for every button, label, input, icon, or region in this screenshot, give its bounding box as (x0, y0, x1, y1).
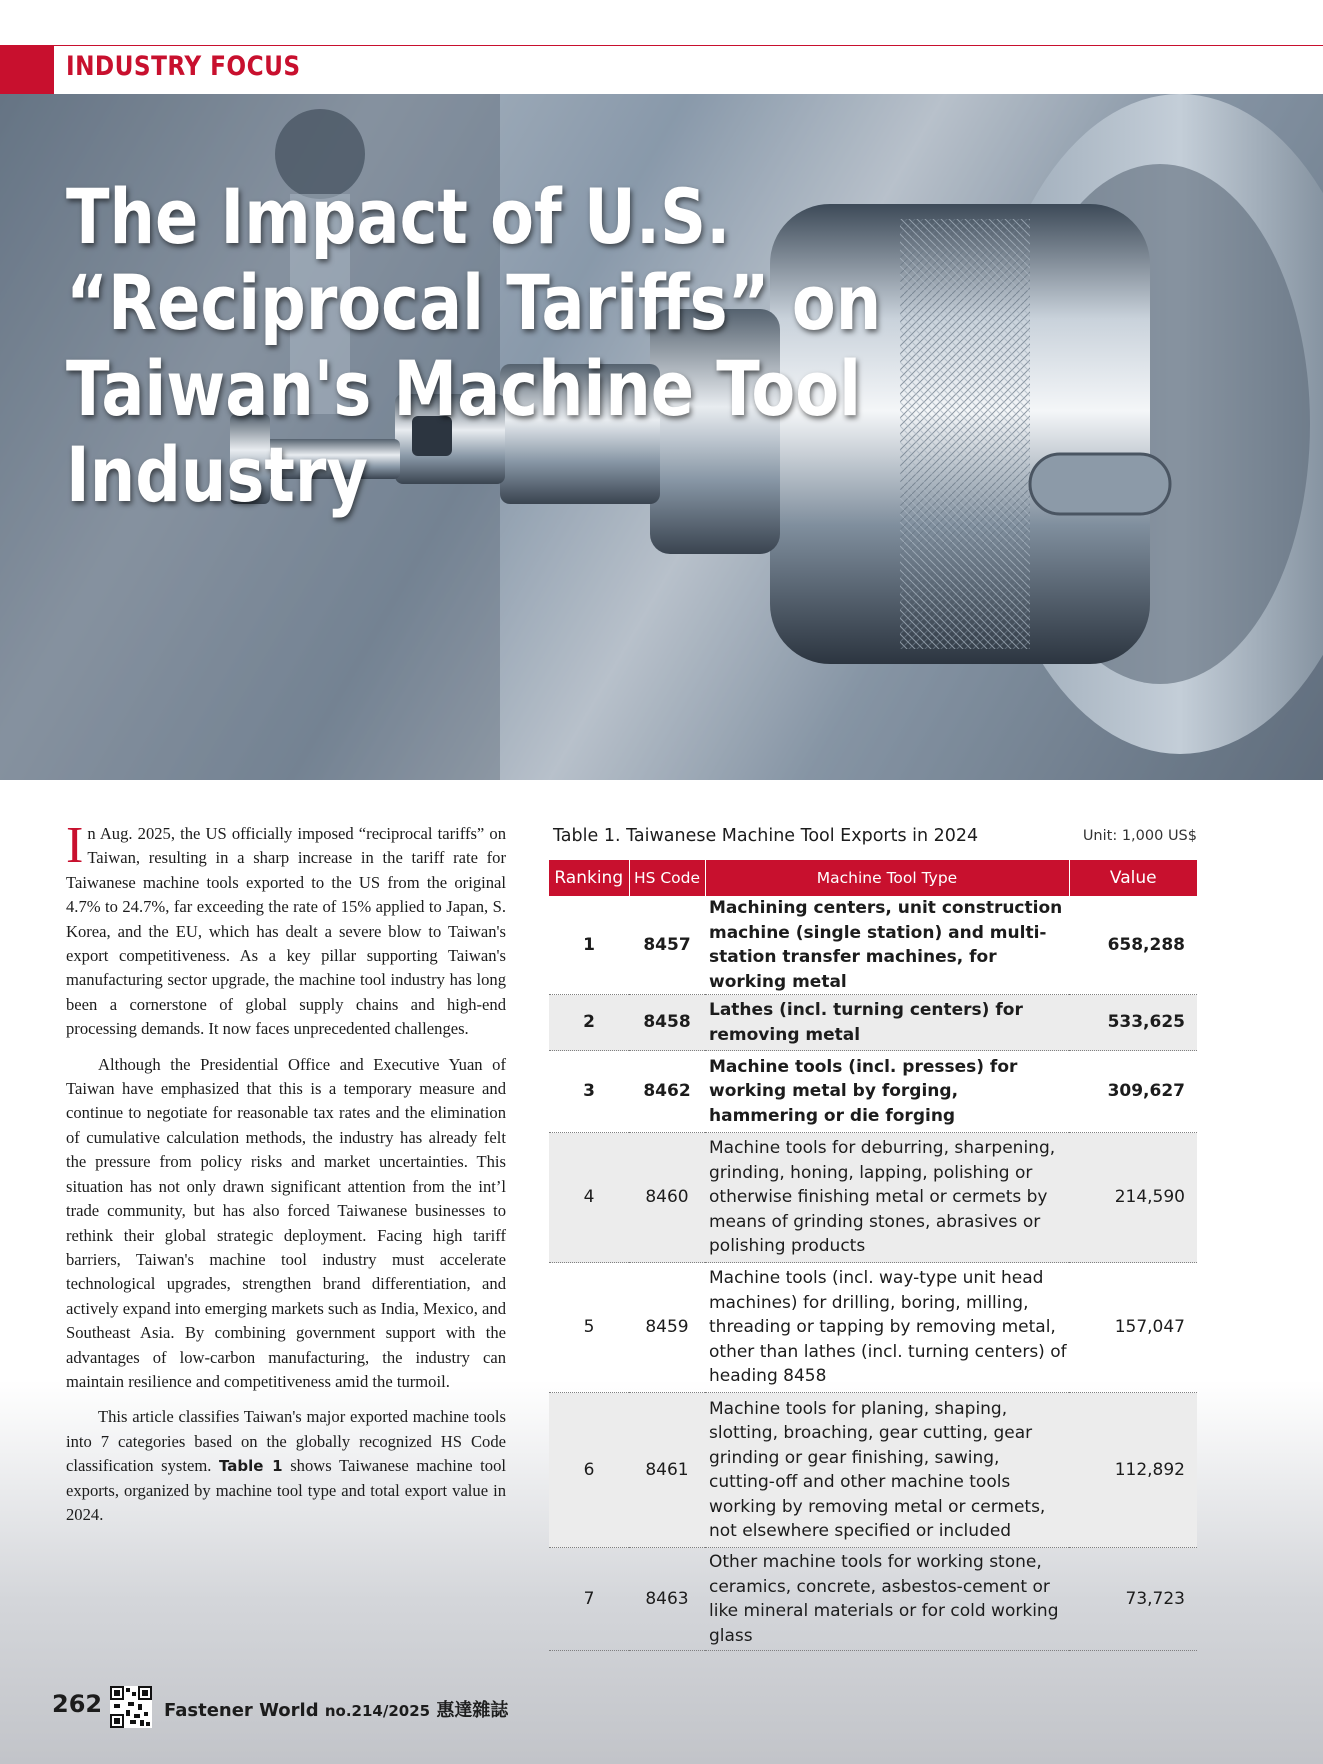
table-row (549, 1051, 1197, 1133)
exports-table (549, 860, 1197, 1651)
cell-rank: 3 (549, 1051, 629, 1133)
cell-value: 309,627 (1069, 1051, 1197, 1133)
drop-cap: I (66, 817, 84, 874)
article-title: The Impact of U.S. “Reciprocal Tariffs” on Taiwan's Machine Tool Industry (66, 172, 882, 519)
cell-rank: 1 (549, 896, 629, 995)
table-caption-row (549, 822, 1197, 860)
table-row (549, 995, 1197, 1051)
cell-type: Machine tools (incl. way-type unit head machines) for drilling, boring, milling, threading or tapping by removing metal, other than lathes (incl. turning centers) of heading 8458 (705, 1263, 1069, 1393)
magazine-chinese-name: 惠達雜誌 (436, 1700, 509, 1721)
cell-hs-code: 8459 (629, 1263, 705, 1393)
section-label: INDUSTRY FOCUS (66, 51, 301, 82)
table-row (549, 1263, 1197, 1393)
cell-type: Machining centers, unit construction machine (single station) and multi-station transfer machines, for working metal (705, 896, 1069, 995)
cell-value: 214,590 (1069, 1133, 1197, 1263)
column-header-value: Value (1069, 860, 1197, 896)
table-row (549, 1133, 1197, 1263)
column-header-hs-code: HS Code (629, 860, 705, 896)
cell-type: Lathes (incl. turning centers) for removing metal (705, 995, 1069, 1051)
export-table (549, 822, 1197, 1651)
section-tab (0, 46, 54, 94)
qr-code-icon[interactable] (110, 1686, 152, 1728)
cell-hs-code: 8458 (629, 995, 705, 1051)
hero-image (0, 94, 1323, 780)
cell-value: 73,723 (1069, 1548, 1197, 1651)
column-header-type: Machine Tool Type (705, 860, 1069, 896)
column-header-ranking: Ranking (549, 860, 629, 896)
cell-type: Machine tools for planing, shaping, slotting, broaching, gear cutting, gear grinding or gear finishing, sawing, cutting-off and other machine tools working by removing metal or cermets, not elsewhere specified or included (705, 1393, 1069, 1548)
table-unit: Unit: 1,000 US$ (1082, 828, 1197, 844)
paragraph-1-text: n Aug. 2025, the US officially imposed “reciprocal tariffs” on Taiwan, resulting in a sharp increase in the tariff rate for Taiwanese machine tools exported to the US from the original 4.7% to 24.7%, far exceeding the rate of 15% applied to Japan, S. Korea, and the EU, which has dealt a severe blow to Taiwan's export competitiveness. As a key pillar supporting Taiwan's manufacturing sector upgrade, the machine tool industry has long been a cornerstone of global supply chains and high-end processing demands. It now faces unprecedented challenges. (66, 824, 506, 1039)
table-row (549, 896, 1197, 995)
cell-rank: 6 (549, 1393, 629, 1548)
cell-type: Machine tools for deburring, sharpening, grinding, honing, lapping, polishing or otherwise finishing metal or cermets by means of grinding stones, abrasives or polishing products (705, 1133, 1069, 1263)
cell-value: 658,288 (1069, 896, 1197, 995)
issue-number: no.214/2025 (324, 1702, 431, 1720)
cell-hs-code: 8462 (629, 1051, 705, 1133)
cell-hs-code: 8460 (629, 1133, 705, 1263)
cell-hs-code: 8463 (629, 1548, 705, 1651)
article-paragraph-3 (66, 1405, 506, 1527)
cell-rank: 5 (549, 1263, 629, 1393)
magazine-name: Fastener World (164, 1700, 319, 1721)
section-header (0, 46, 1323, 94)
footer-magazine (164, 1696, 508, 1722)
table-row (549, 1393, 1197, 1548)
cell-type: Machine tools (incl. presses) for working metal by forging, hammering or die forging (705, 1051, 1069, 1133)
article-paragraph-2: Although the Presidential Office and Executive Yuan of Taiwan have emphasized that this is a temporary measure and continue to negotiate for reasonable tax rates and the elimination of cumulative calculation methods, the industry has already felt the pressure from policy risks and market uncertainties. This situation has not only drawn significant attention from the int’l trade community, but has also forced Taiwanese businesses to rethink their global strategic deployment. Facing high tariff barriers, Taiwan's machine tool industry must accelerate technological upgrades, strengthen brand differentiation, and actively expand into emerging markets such as India, Mexico, and Southeast Asia. By combining government support with the advantages of low-carbon manufacturing, the industry can maintain resilience and competitiveness amid the turmoil. (66, 1054, 506, 1391)
table-header-row (549, 860, 1197, 896)
cell-value: 533,625 (1069, 995, 1197, 1051)
paragraph-3-text-b: shows Taiwanese machine tool exports, organized by machine tool type and total export value in 2024. (66, 1456, 506, 1524)
cell-rank: 4 (549, 1133, 629, 1263)
article-body (66, 817, 506, 1538)
cell-hs-code: 8461 (629, 1393, 705, 1548)
cell-type: Other machine tools for working stone, ceramics, concrete, asbestos-cement or like mineral materials or for cold working glass (705, 1548, 1069, 1651)
cell-value: 112,892 (1069, 1393, 1197, 1548)
table-reference-link[interactable]: Table 1 (219, 1457, 283, 1476)
table-row (549, 1548, 1197, 1651)
article-paragraph-1 (66, 817, 506, 1042)
cell-rank: 2 (549, 995, 629, 1051)
table-caption: Table 1. Taiwanese Machine Tool Exports in 2024 (553, 826, 979, 846)
paragraph-3-text-a: This article classifies Taiwan's major exported machine tools into 7 categories based on the globally recognized HS Code classification system. (66, 1407, 506, 1476)
cell-hs-code: 8457 (629, 896, 705, 995)
cell-value: 157,047 (1069, 1263, 1197, 1393)
cell-rank: 7 (549, 1548, 629, 1651)
page-number: 262 (52, 1690, 103, 1718)
